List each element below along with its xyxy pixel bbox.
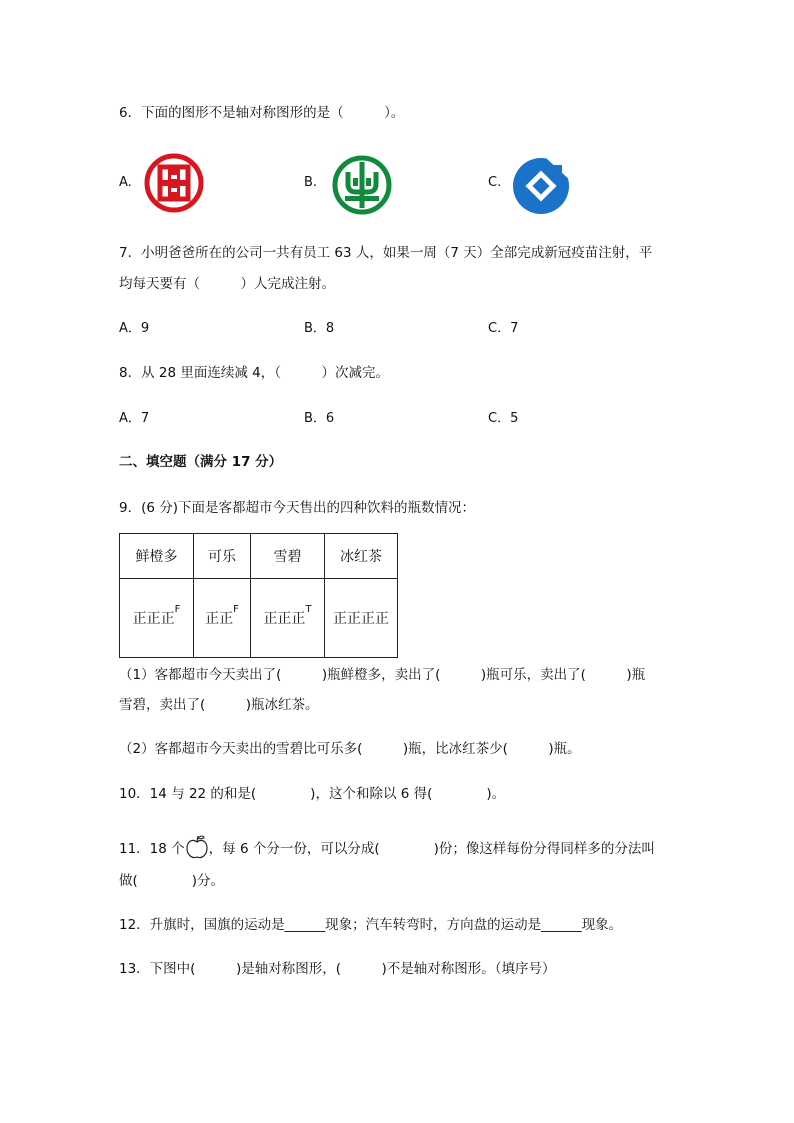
table-cell [325,579,398,658]
tally-marks: 正正正 [132,611,175,627]
tally-marks: 正正正 [263,611,306,627]
q7-option-a: A．9 [119,321,150,336]
table-header: 冰红茶 [325,534,398,579]
tally-partial-mark: T [305,604,312,615]
q13-text: 13．下图中( )是轴对称图形，( )不是轴对称图形。（填序号） [119,961,556,977]
table-cell [120,579,194,658]
icbc-logo-icon [144,153,204,213]
q6-option-b-label: B. [304,175,318,190]
tally-marks: 正正正正 [333,611,389,627]
q12-text: 12．升旗时，国旗的运动是______现象；汽车转弯时，方向盘的运动是______现象。 [119,917,623,933]
q8-option-a: A．7 [119,411,150,426]
q9-text: 9．(6 分)下面是客都超市今天售出的四种饮料的瓶数情况： [119,500,476,516]
table-header: 鲜橙多 [120,534,194,579]
q6-text: 6．下面的图形不是轴对称图形的是（ ）。 [119,105,405,121]
tally-table [119,533,398,658]
q11-line1-end: ，每 6 个分一份，可以分成( )份；像这样每份分得同样多的分法叫 [208,841,655,857]
ccb-logo-icon [510,155,572,217]
table-cell [251,579,325,658]
table-cell [194,579,251,658]
q7-option-c: C．7 [488,321,519,336]
q6-option-c-label: C. [488,175,502,190]
abc-bank-logo-icon [331,154,393,216]
apple-icon [185,834,209,860]
table-header: 雪碧 [251,534,325,579]
q11-line2: 做( )分。 [119,873,225,889]
tally-partial-mark: F [233,604,239,615]
tally-partial-mark: F [174,604,181,615]
q8-text: 8．从 28 里面连续减 4，（ ）次减完。 [119,365,389,381]
section-title: 二、填空题（满分 17 分） [119,454,283,470]
q9-sub1-line1: （1）客都超市今天卖出了( )瓶鲜橙多，卖出了( )瓶可乐，卖出了( )瓶 [119,667,646,683]
q9-sub1-line2: 雪碧，卖出了( )瓶冰红茶。 [119,697,319,713]
q8-option-c: C．5 [488,411,519,426]
tally-marks: 正正 [205,611,234,627]
q10-text: 10．14 与 22 的和是( )，这个和除以 6 得( )。 [119,786,506,802]
q7-option-b: B．8 [304,321,335,336]
q11-line1-start: 11．18 个 [119,841,185,857]
q6-option-a-label: A. [119,175,132,190]
table-header: 可乐 [194,534,251,579]
q7-text-line1: 7．小明爸爸所在的公司一共有员工 63 人，如果一周（7 天）全部完成新冠疫苗注射，平 [119,245,653,261]
q8-option-b: B．6 [304,411,335,426]
q11-line1 [119,834,655,860]
q7-text-line2: 均每天要有（ ）人完成注射。 [119,276,335,292]
q9-sub2: （2）客都超市今天卖出的雪碧比可乐多( )瓶，比冰红茶少( )瓶。 [119,741,581,757]
